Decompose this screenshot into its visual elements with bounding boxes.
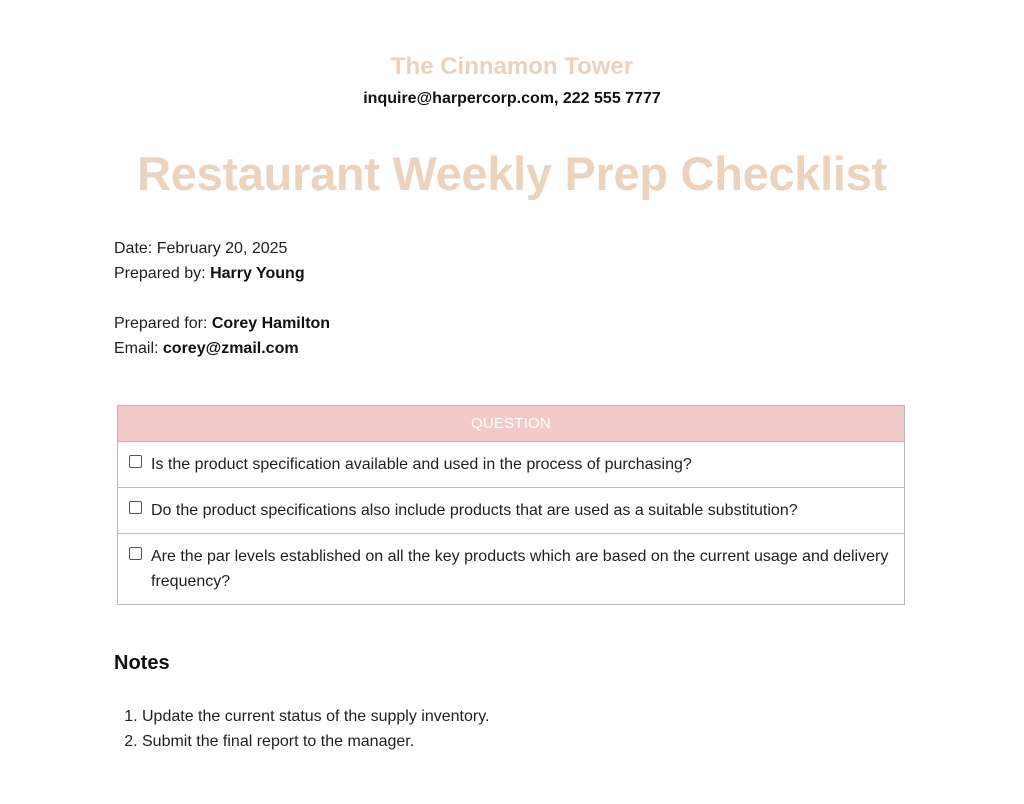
meta-prepared-by <box>114 264 305 284</box>
list-item: 2. Submit the final report to the manager. <box>142 729 489 754</box>
page-title: Restaurant Weekly Prep Checklist <box>137 147 887 200</box>
checklist-cell <box>118 534 905 605</box>
meta-prepared-for <box>114 314 330 334</box>
prepared-by-value: Harry Young <box>210 265 305 282</box>
checkbox[interactable] <box>129 547 142 560</box>
prepared-for-label: Prepared for: <box>114 315 212 332</box>
question-text: Is the product specification available and used in the process of purchasing? <box>151 456 692 473</box>
checklist-cell <box>118 442 905 488</box>
question-column-header: QUESTION <box>118 406 905 442</box>
email-label: Email: <box>114 340 163 357</box>
checklist-row <box>118 488 905 534</box>
date-value: February 20, 2025 <box>156 240 288 257</box>
meta-date <box>114 239 287 259</box>
checklist-row <box>118 534 905 605</box>
checklist-row <box>118 442 905 488</box>
checkbox[interactable] <box>129 501 142 514</box>
checklist-cell <box>118 488 905 534</box>
checklist-table <box>117 405 905 605</box>
question-text: Are the par levels established on all the key products which are based on the current usage and delivery frequency? <box>151 548 889 590</box>
question-text: Do the product specifications also include products that are used as a suitable substitution? <box>151 502 798 519</box>
notes-heading: Notes <box>114 652 170 674</box>
company-name: The Cinnamon Tower <box>390 53 634 80</box>
notes-list <box>114 704 489 754</box>
meta-email <box>114 339 299 359</box>
checkbox[interactable] <box>129 455 142 468</box>
prepared-for-value: Corey Hamilton <box>211 315 331 332</box>
email-value: corey@zmail.com <box>162 340 299 357</box>
date-label: Date: <box>114 240 157 257</box>
prepared-by-label: Prepared by: <box>114 265 211 282</box>
list-item: 1. Update the current status of the supply inventory. <box>142 704 489 729</box>
company-contact: inquire@harpercorp.com, 222 555 7777 <box>363 90 661 107</box>
checklist-header-row <box>118 406 905 442</box>
